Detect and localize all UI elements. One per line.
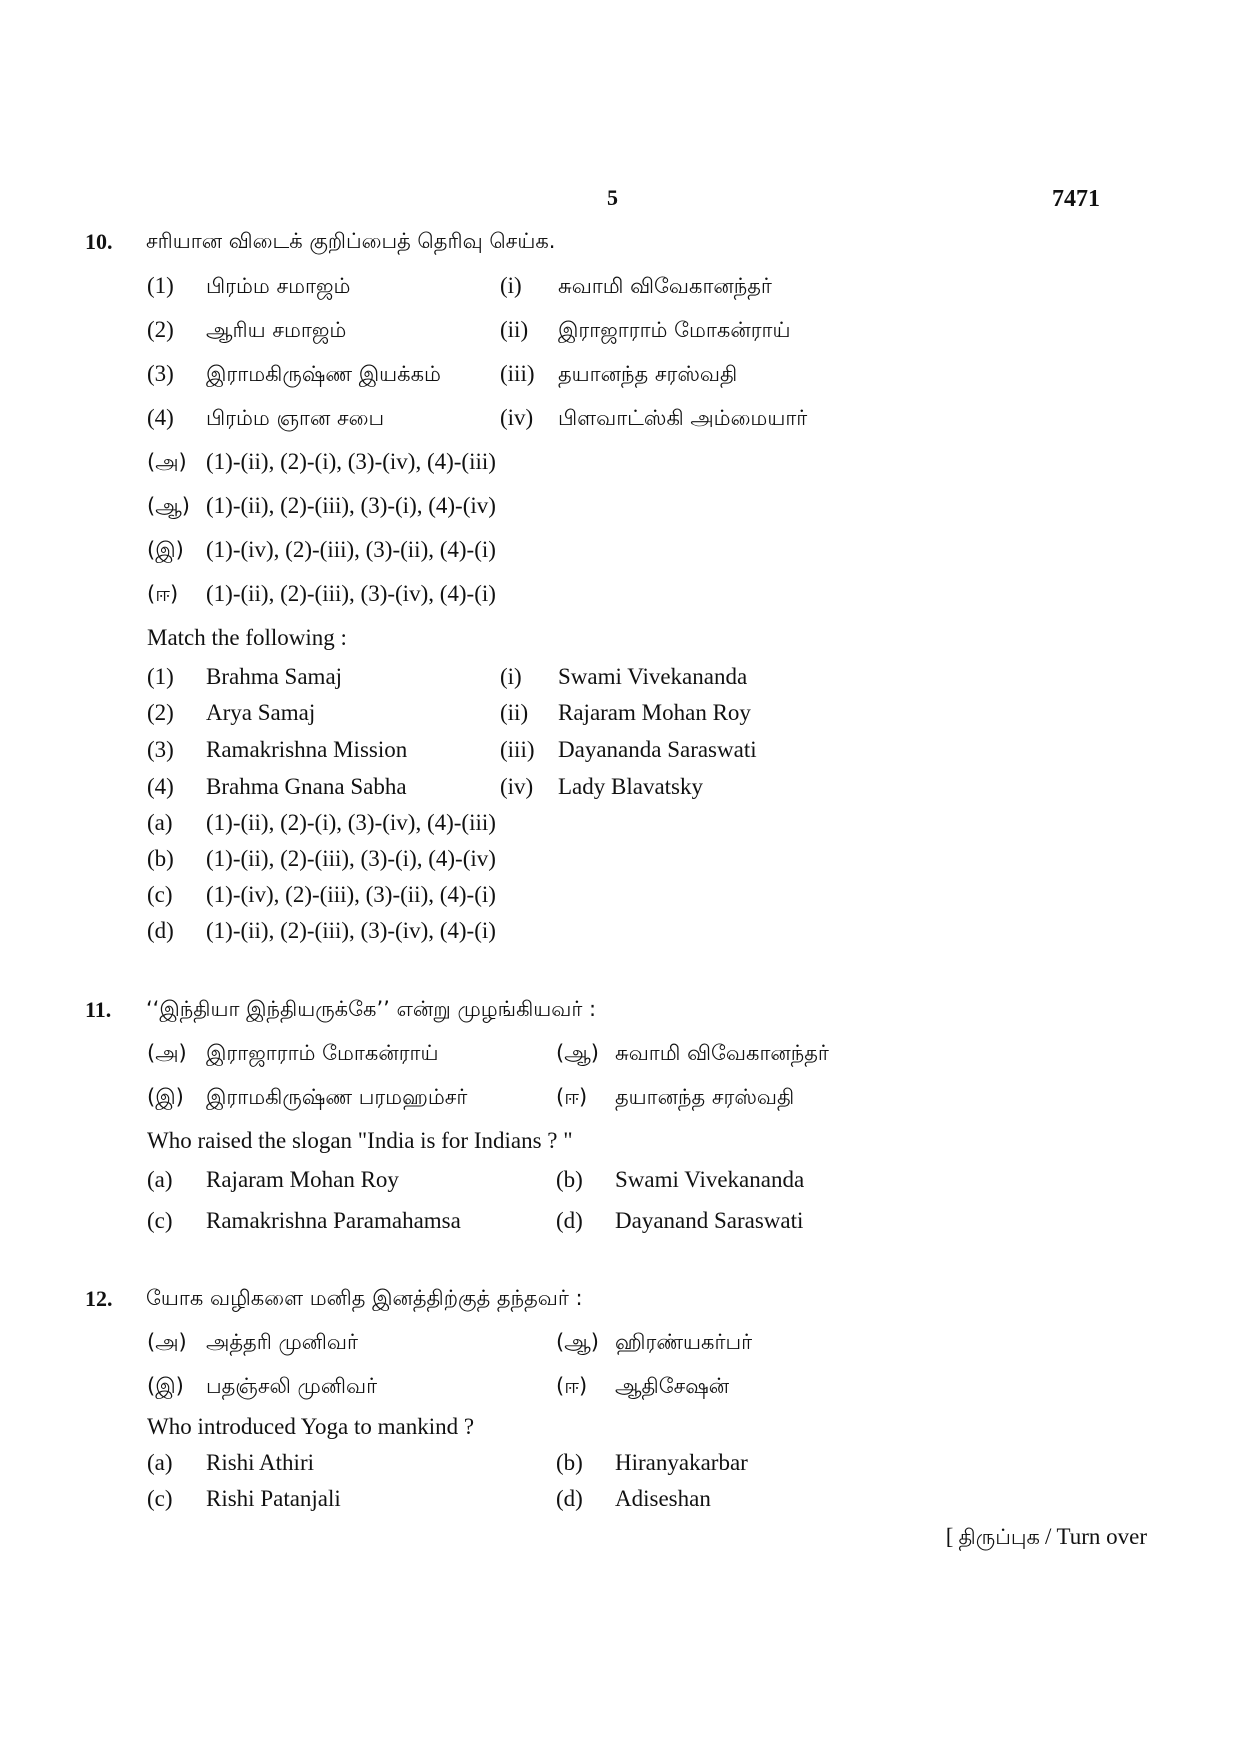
option-text: Rishi Patanjali <box>206 1486 341 1511</box>
option-text: ஹிரண்யகர்பர் <box>615 1330 753 1354</box>
option-label: (ஈ) <box>556 1085 588 1109</box>
option-label: (அ) <box>147 450 187 474</box>
item-left: Brahma Gnana Sabha <box>206 774 407 799</box>
turn-over-tamil: திருப்புக <box>958 1525 1040 1549</box>
option-text: Swami Vivekananda <box>615 1167 805 1192</box>
option-label: (இ) <box>147 538 184 562</box>
option-text: (1)-(ii), (2)-(iii), (3)-(iv), (4)-(i) <box>206 581 496 606</box>
item-number: (3) <box>147 361 174 386</box>
question-text-english: Who introduced Yoga to mankind ? <box>147 1414 475 1439</box>
item-left: பிரம்ம ஞான சபை <box>206 406 385 430</box>
item-number: (1) <box>147 273 174 298</box>
question-number: 11. <box>85 997 112 1022</box>
option-label: (ஆ) <box>556 1330 599 1354</box>
option-label: (இ) <box>147 1085 184 1109</box>
item-right: Dayananda Saraswati <box>558 737 757 762</box>
option-label: (c) <box>147 1486 173 1511</box>
item-right: Rajaram Mohan Roy <box>558 700 751 725</box>
option-text: ஆதிசேஷன் <box>615 1374 730 1398</box>
option-text: Rishi Athiri <box>206 1450 314 1475</box>
option-text: (1)-(ii), (2)-(iii), (3)-(i), (4)-(iv) <box>206 493 496 518</box>
option-label: (a) <box>147 1167 173 1192</box>
option-text: (1)-(ii), (2)-(iii), (3)-(i), (4)-(iv) <box>206 846 496 871</box>
item-roman: (iii) <box>500 737 535 762</box>
option-text: (1)-(ii), (2)-(i), (3)-(iv), (4)-(iii) <box>206 449 496 474</box>
question-text-tamil: ‘‘இந்தியா இந்தியருக்கே’’ என்று முழங்கியவர் : <box>146 997 597 1021</box>
option-label: (ஆ) <box>147 494 190 518</box>
option-text: (1)-(ii), (2)-(i), (3)-(iv), (4)-(iii) <box>206 810 496 835</box>
option-text: தயானந்த சரஸ்வதி <box>615 1085 795 1109</box>
item-number: (3) <box>147 737 174 762</box>
option-label: (c) <box>147 882 173 907</box>
item-right: Lady Blavatsky <box>558 774 703 799</box>
item-roman: (iv) <box>500 774 534 799</box>
option-label: (ஆ) <box>556 1041 599 1065</box>
option-label: (d) <box>147 918 174 943</box>
option-text: (1)-(ii), (2)-(iii), (3)-(iv), (4)-(i) <box>206 918 496 943</box>
item-left: Ramakrishna Mission <box>206 737 408 762</box>
item-number: (1) <box>147 664 174 689</box>
option-text: பதஞ்சலி முனிவர் <box>206 1374 378 1398</box>
question-text-english: Match the following : <box>147 625 347 650</box>
turn-over-note <box>946 1524 1147 1552</box>
item-left: பிரம்ம சமாஜம் <box>206 274 351 298</box>
item-number: (2) <box>147 317 174 342</box>
bracket: [ <box>945 1524 954 1549</box>
item-right: பிளவாட்ஸ்கி அம்மையார் <box>558 406 808 430</box>
option-text: (1)-(iv), (2)-(iii), (3)-(ii), (4)-(i) <box>206 882 496 907</box>
item-roman: (ii) <box>500 317 529 342</box>
option-label: (a) <box>147 810 173 835</box>
option-label: (அ) <box>147 1041 187 1065</box>
item-right: Swami Vivekananda <box>558 664 748 689</box>
separator: / <box>1044 1524 1052 1549</box>
item-right: தயானந்த சரஸ்வதி <box>558 362 738 386</box>
item-right: சுவாமி விவேகானந்தர் <box>558 274 772 298</box>
option-label: (ஈ) <box>556 1374 588 1398</box>
item-roman: (iii) <box>500 361 535 386</box>
page-number: 5 <box>607 185 618 210</box>
option-label: (d) <box>556 1486 583 1511</box>
option-text: அத்தரி முனிவர் <box>206 1330 358 1354</box>
option-label: (a) <box>147 1450 173 1475</box>
option-label: (b) <box>556 1167 583 1192</box>
item-left: Arya Samaj <box>206 700 316 725</box>
option-label: (ஈ) <box>147 582 179 606</box>
item-roman: (i) <box>500 664 522 689</box>
option-text: இராமகிருஷ்ண பரமஹம்சர் <box>206 1085 468 1109</box>
item-roman: (i) <box>500 273 522 298</box>
option-label: (இ) <box>147 1374 184 1398</box>
item-left: ஆரிய சமாஜம் <box>206 318 347 342</box>
item-number: (4) <box>147 405 174 430</box>
item-number: (2) <box>147 700 174 725</box>
option-text: இராஜாராம் மோகன்ராய் <box>206 1041 439 1065</box>
item-roman: (iv) <box>500 405 534 430</box>
item-roman: (ii) <box>500 700 529 725</box>
option-label: (அ) <box>147 1330 187 1354</box>
option-label: (b) <box>147 846 174 871</box>
option-text: சுவாமி விவேகானந்தர் <box>615 1041 829 1065</box>
item-number: (4) <box>147 774 174 799</box>
question-text-tamil: யோக வழிகளை மனித இனத்திற்குத் தந்தவர் : <box>146 1286 583 1310</box>
item-left: Brahma Samaj <box>206 664 343 689</box>
option-text: Adiseshan <box>615 1486 711 1511</box>
option-text: Rajaram Mohan Roy <box>206 1167 399 1192</box>
turn-over-english: Turn over <box>1056 1524 1147 1549</box>
question-number: 12. <box>85 1286 113 1311</box>
option-text: Hiranyakarbar <box>615 1450 748 1475</box>
item-right: இராஜாராம் மோகன்ராய் <box>558 318 791 342</box>
option-label: (c) <box>147 1208 173 1233</box>
option-text: Ramakrishna Paramahamsa <box>206 1208 461 1233</box>
option-text: Dayanand Saraswati <box>615 1208 804 1233</box>
option-label: (b) <box>556 1450 583 1475</box>
question-number: 10. <box>85 229 113 254</box>
option-label: (d) <box>556 1208 583 1233</box>
question-text-english: Who raised the slogan "India is for Indians ? " <box>147 1128 573 1153</box>
option-text: (1)-(iv), (2)-(iii), (3)-(ii), (4)-(i) <box>206 537 496 562</box>
question-text-tamil: சரியான விடைக் குறிப்பைத் தெரிவு செய்க. <box>146 229 556 253</box>
paper-code: 7471 <box>1052 186 1100 212</box>
item-left: இராமகிருஷ்ண இயக்கம் <box>206 362 441 386</box>
